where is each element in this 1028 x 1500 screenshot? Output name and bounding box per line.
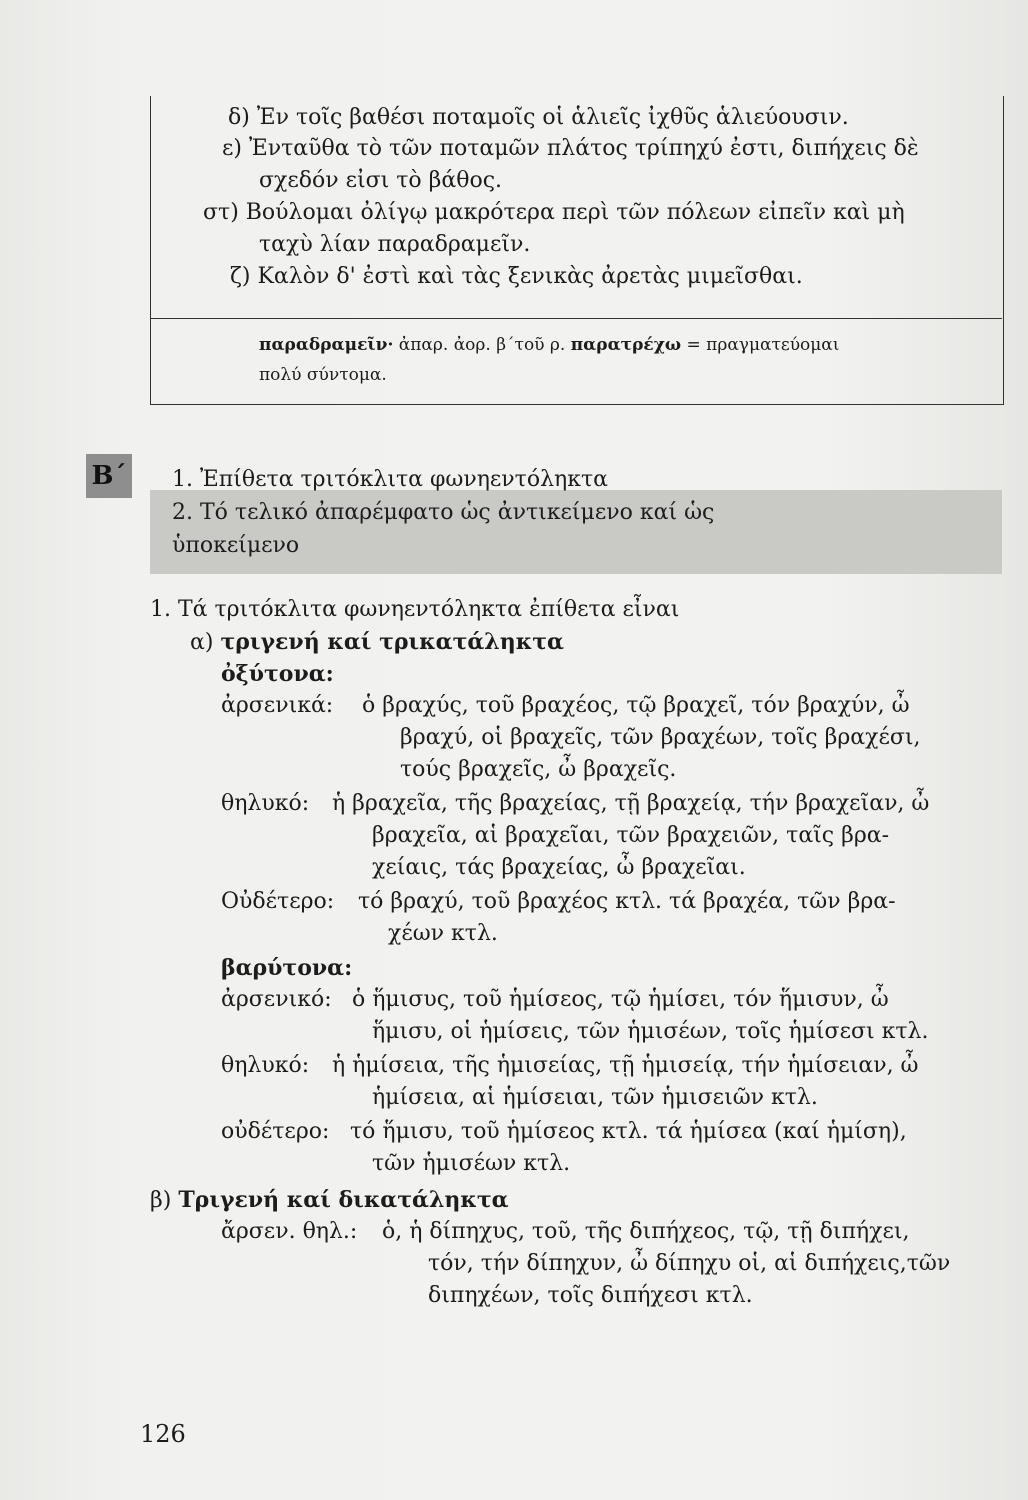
dik-line1: ὁ, ἡ δίπηχυς, τοῦ, τῆς διπήχεος, τῷ, τῇ διπήχει,: [382, 1219, 910, 1244]
subsection-a-label: α): [190, 630, 214, 655]
gloss-text2: = πραγματεύομαι: [681, 335, 840, 355]
barytona-heading: βαρύτονα:: [221, 955, 353, 981]
ars-label: ἀρσενικά:: [221, 693, 334, 718]
gloss-term-paratrecho: παρατρέχω: [570, 335, 682, 355]
oxytona-heading: ὀξύτονα:: [221, 661, 334, 687]
subsection-b-label: β): [150, 1188, 172, 1213]
ars-line3: τούς βραχεῖς, ὦ βραχεῖς.: [400, 757, 677, 782]
gloss-text1: ἀπαρ. ἀορ. β΄τοῦ ρ.: [393, 335, 571, 355]
section-heading-2a: 2. Τό τελικό ἀπαρέμφατο ὡς ἀντικείμενο καί ὡς: [172, 500, 715, 525]
section-heading-1: 1. Ἐπίθετα τριτόκλιτα φωνηεντόληκτα: [172, 467, 608, 492]
section-badge: B΄: [86, 454, 132, 498]
b-thil-label: θηλυκό:: [221, 1053, 310, 1078]
b-oud-line1: τό ἥμισυ, τοῦ ἡμίσεος κτλ. τά ἡμίσεα (καί ἡμίση),: [350, 1119, 907, 1144]
ars-line2: βραχύ, οἱ βραχεῖς, τῶν βραχέων, τοῖς βραχέσι,: [400, 725, 921, 750]
gloss-line2: πολύ σύντομα.: [259, 365, 387, 385]
exercise-e-line2: σχεδόν εἰσι τὸ βάθος.: [259, 168, 503, 193]
exercise-st-line1: στ) Βούλομαι ὀλίγῳ μακρότερα περὶ τῶν πόλεων εἰπεῖν καὶ μὴ: [203, 200, 905, 225]
thil-label: θηλυκό:: [221, 791, 310, 816]
gloss-line1: [259, 333, 839, 358]
thil-line1: ἡ βραχεῖα, τῆς βραχείας, τῇ βραχείᾳ, τήν βραχεῖαν, ὦ: [332, 791, 930, 816]
exercise-d: δ) Ἐν τοῖς βαθέσι ποταμοῖς οἱ ἁλιεῖς ἰχθῦς ἁλιεύουσιν.: [228, 105, 849, 130]
b-thil-line1: ἡ ἡμίσεια, τῆς ἡμισείας, τῇ ἡμισείᾳ, τήν ἡμίσειαν, ὦ: [332, 1053, 919, 1078]
oud-line1: τό βραχύ, τοῦ βραχέος κτλ. τά βραχέα, τῶν βρα-: [358, 889, 896, 914]
thil-line3: χείαις, τάς βραχείας, ὦ βραχεῖαι.: [372, 855, 746, 880]
oud-line2: χέων κτλ.: [388, 921, 498, 946]
b-oud-line2: τῶν ἡμισέων κτλ.: [372, 1151, 571, 1176]
section-heading-2b: ὑποκείμενο: [172, 533, 300, 558]
b-ars-line1: ὁ ἥμισυς, τοῦ ἡμίσεος, τῷ ἡμίσει, τόν ἥμισυν, ὦ: [352, 987, 889, 1012]
oud-label: Οὐδέτερο:: [221, 889, 335, 914]
exercise-st-line2: ταχὺ λίαν παραδραμεῖν.: [259, 232, 531, 257]
b-ars-label: ἀρσενικό:: [221, 987, 332, 1012]
b-ars-line2: ἥμισυ, οἱ ἡμίσεις, τῶν ἡμισέων, τοῖς ἡμίσεσι κτλ.: [372, 1019, 929, 1044]
intro-line: 1. Τά τριτόκλιτα φωνηεντόληκτα ἐπίθετα εἶναι: [150, 597, 680, 622]
dik-line3: διπηχέων, τοῖς διπήχεσι κτλ.: [428, 1283, 753, 1308]
b-thil-line2: ἡμίσεια, αἱ ἡμίσειαι, τῶν ἡμισειῶν κτλ.: [372, 1085, 818, 1110]
page-number: 126: [140, 1420, 186, 1448]
subsection-a: [190, 626, 564, 659]
subsection-a-title: τριγενή καί τρικατάληκτα: [220, 629, 564, 655]
subsection-b-title: Τριγενή καί δικατάληκτα: [178, 1187, 509, 1213]
exercise-e-line1: ε) Ἐνταῦθα τὸ τῶν ποταμῶν πλάτος τρίπηχύ ἐστι, διπήχεις δὲ: [222, 136, 919, 161]
dik-label: ἄρσεν. θηλ.:: [221, 1219, 358, 1244]
exercise-z: ζ) Καλὸν δ' ἐστὶ καὶ τὰς ξενικὰς ἀρετὰς μιμεῖσθαι.: [230, 264, 803, 289]
ars-line1: ὁ βραχύς, τοῦ βραχέος, τῷ βραχεῖ, τόν βραχύν, ὦ: [362, 693, 910, 718]
b-oud-label: οὐδέτερο:: [221, 1119, 330, 1144]
dik-line2: τόν, τήν δίπηχυν, ὦ δίπηχυ οἱ, αἱ διπήχεις,τῶν: [428, 1251, 951, 1276]
thil-line2: βραχεῖα, αἱ βραχεῖαι, τῶν βραχειῶν, ταῖς βρα-: [372, 823, 890, 848]
exercise-box-divider: [150, 318, 1002, 319]
subsection-b: [150, 1184, 509, 1217]
gloss-term-paradramein: παραδραμεῖν·: [259, 335, 394, 355]
